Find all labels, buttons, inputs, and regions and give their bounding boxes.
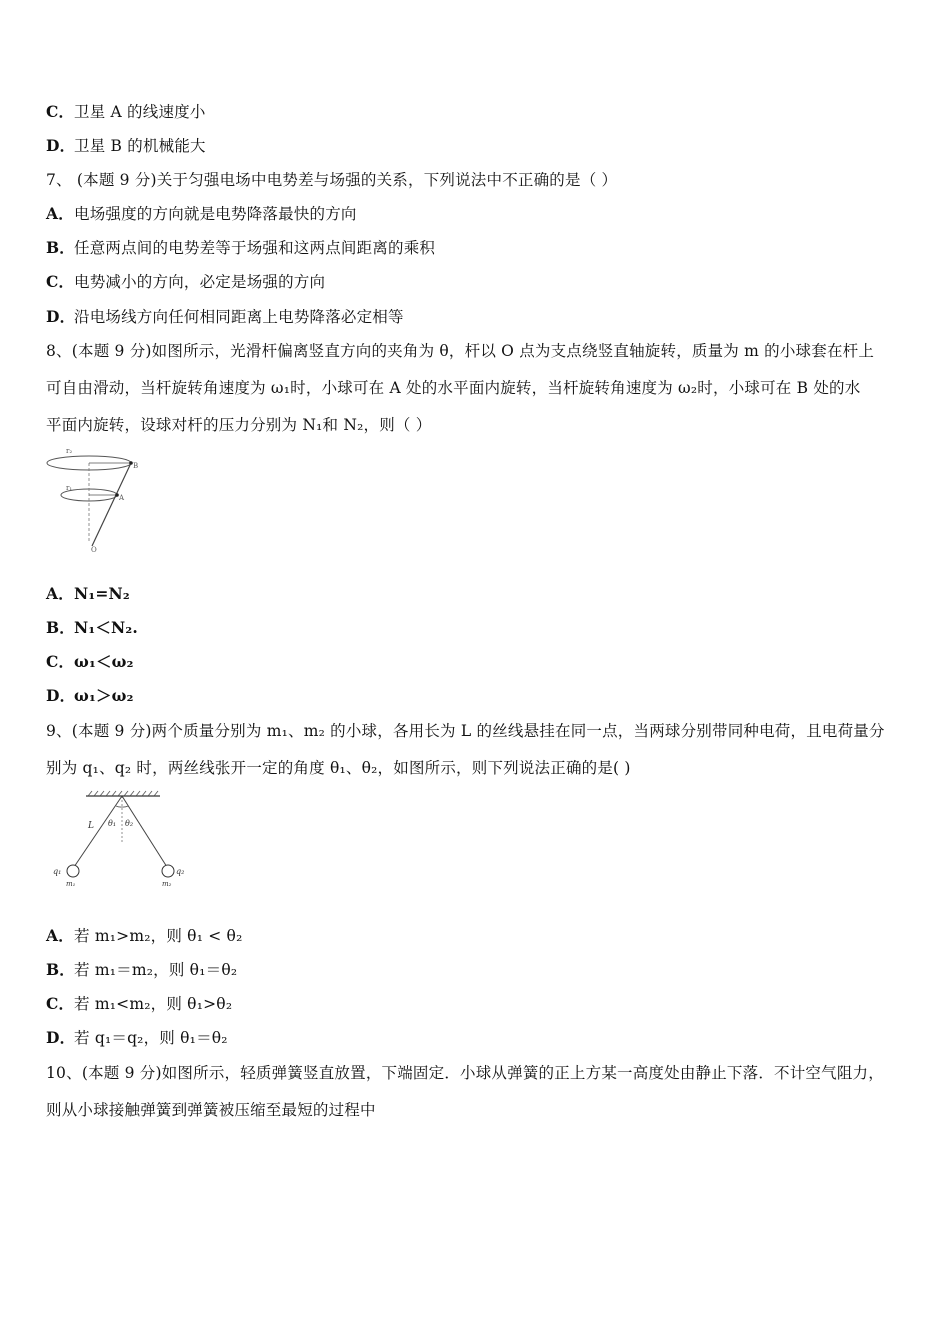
q9-option-b — [46, 960, 237, 980]
option-text: 任意两点间的电势差等于场强和这两点间距离的乘积 — [74, 239, 436, 257]
label-length: L — [88, 821, 94, 831]
q9-option-a — [46, 926, 243, 946]
q8-option-a — [46, 584, 130, 604]
ball-m2 — [162, 865, 174, 877]
option-label: C． — [46, 102, 75, 121]
option-text: ω₁＜ω₂ — [74, 652, 134, 671]
option-text: 卫星 B 的机械能大 — [74, 137, 206, 155]
q9-option-d — [46, 1028, 228, 1048]
label-q2: q₂ — [176, 867, 185, 876]
option-text: 电势减小的方向，必定是场强的方向 — [74, 273, 326, 291]
label-r1: r₁ — [66, 484, 73, 492]
q7-option-a — [46, 204, 357, 224]
q7-stem: 7、 (本题 9 分)关于匀强电场中电势差与场强的关系，下列说法中不正确的是（ ） — [46, 171, 618, 189]
option-label: C． — [46, 994, 75, 1013]
q7-option-d — [46, 307, 404, 327]
option-text: 电场强度的方向就是电势降落最快的方向 — [74, 205, 357, 223]
q6-option-d — [46, 136, 206, 156]
q10-stem-line1: 10、(本题 9 分)如图所示，轻质弹簧竖直放置，下端固定．小球从弹簧的正上方某一高度处由静止下落．不计空气阻力， — [46, 1064, 884, 1082]
option-label: D． — [46, 136, 76, 155]
angle-arc-left — [116, 806, 122, 807]
label-m1: m₁ — [66, 880, 76, 888]
q8-rotating-rod-figure — [44, 448, 144, 553]
q8-stem-line2: 可自由滑动，当杆旋转角速度为 ω₁时，小球可在 A 处的水平面内旋转，当杆旋转角速度为 ω₂时，小球可在 B 处的水 — [46, 379, 861, 397]
option-text: 沿电场线方向任何相同距离上电势降落必定相等 — [74, 308, 404, 326]
option-text: 若 m₁>m₂，则 θ₁ < θ₂ — [74, 927, 243, 945]
angle-arc-right — [122, 806, 128, 807]
string-left — [74, 796, 122, 867]
label-m2: m₂ — [162, 880, 172, 888]
option-label: B． — [46, 960, 76, 979]
label-theta2: θ₂ — [125, 819, 134, 828]
q7-option-b — [46, 238, 435, 258]
q9-stem-line1: 9、(本题 9 分)两个质量分别为 m₁、m₂ 的小球，各用长为 L 的丝线悬挂在同一点，当两球分别带同种电荷，且电荷量分 — [46, 722, 885, 740]
option-label: B． — [46, 238, 76, 257]
option-text: 若 q₁＝q₂，则 θ₁＝θ₂ — [74, 1029, 228, 1047]
q9-option-c — [46, 994, 232, 1014]
q8-option-b — [46, 618, 138, 638]
option-label: A． — [46, 204, 74, 223]
string-right — [122, 796, 167, 867]
label-a: A — [119, 494, 125, 502]
label-r2: r₂ — [66, 448, 73, 455]
q8-option-d — [46, 686, 134, 706]
option-text: N₁=N₂ — [74, 584, 130, 603]
option-text: ω₁＞ω₂ — [74, 686, 134, 705]
option-label: C． — [46, 272, 75, 291]
q6-option-c — [46, 102, 206, 122]
option-label: C． — [46, 652, 75, 671]
q9-stem-line2: 别为 q₁、q₂ 时，两丝线张开一定的角度 θ₁、θ₂，如图所示，则下列说法正确的是( ) — [46, 759, 631, 777]
option-text: 若 m₁<m₂，则 θ₁>θ₂ — [74, 995, 233, 1013]
option-label: D． — [46, 686, 76, 705]
option-text: 卫星 A 的线速度小 — [74, 103, 206, 121]
option-text: 若 m₁＝m₂，则 θ₁＝θ₂ — [74, 961, 238, 979]
label-q1: q₁ — [53, 867, 62, 876]
option-label: B． — [46, 618, 76, 637]
label-theta1: θ₁ — [108, 819, 117, 828]
q8-option-c — [46, 652, 134, 672]
option-label: D． — [46, 307, 76, 326]
label-b: B — [133, 462, 139, 470]
option-label: A． — [46, 584, 74, 603]
ball-m1 — [67, 865, 79, 877]
option-label: D． — [46, 1028, 76, 1047]
q7-option-c — [46, 272, 325, 292]
option-label: A． — [46, 926, 74, 945]
label-o: O — [91, 546, 97, 553]
rod — [92, 463, 131, 546]
q8-stem-line3: 平面内旋转，设球对杆的压力分别为 N₁和 N₂，则（ ） — [46, 416, 432, 434]
q10-stem-line2: 则从小球接触弹簧到弹簧被压缩至最短的过程中 — [46, 1101, 376, 1119]
ceiling-hatch — [88, 791, 158, 796]
option-text: N₁＜N₂. — [74, 618, 139, 637]
q9-pendulum-figure — [50, 790, 195, 890]
q8-stem-line1: 8、(本题 9 分)如图所示，光滑杆偏离竖直方向的夹角为 θ，杆以 O 点为支点绕竖直轴旋转，质量为 m 的小球套在杆上 — [46, 342, 875, 360]
